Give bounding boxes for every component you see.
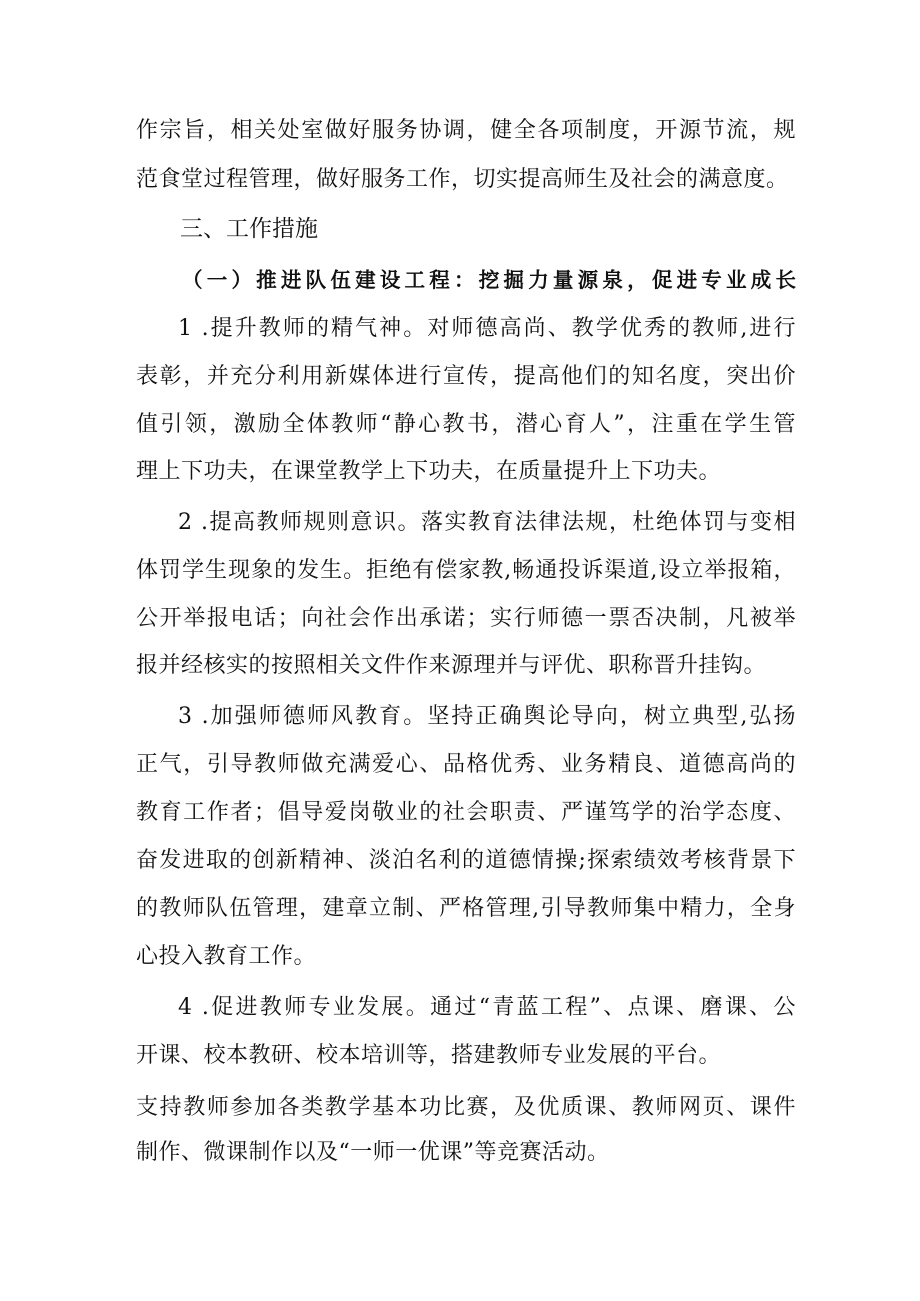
paragraph-line: 范食堂过程管理，做好服务工作，切实提高师生及社会的满意度。 (136, 167, 789, 192)
item-1-line: 表彰，并充分利用新媒体进行宣传，提高他们的知名度，突出价 (136, 364, 796, 389)
item-2-line: 公开举报电话；向社会作出承诺；实行师德一票否决制，凡被举 (136, 606, 796, 631)
paragraph-line: 作宗旨，相关处室做好服务协调，健全各项制度，开源节流，规 (136, 118, 796, 143)
item-3-line: 教育工作者；倡导爱岗敬业的社会职责、严谨笃学的治学态度、 (136, 800, 796, 825)
item-3-line: 3 .加强师德师风教育。坚持正确舆论导向，树立典型,弘扬 (178, 704, 796, 729)
item-1-line: 1 .提升教师的精气神。对师德高尚、教学优秀的教师,进行 (178, 316, 796, 341)
item-3-line: 正气，引导教师做充满爱心、品格优秀、业务精良、道德高尚的 (136, 752, 796, 777)
item-4-line: 制作、微课制作以及“一师一优课”等竞赛活动。 (136, 1140, 610, 1165)
item-1-line: 理上下功夫，在课堂教学上下功夫，在质量提升上下功夫。 (136, 459, 722, 484)
item-3-line: 的教师队伍管理，建章立制、严格管理,引导教师集中精力，全身 (136, 896, 796, 921)
subsection-heading: （一）推进队伍建设工程：挖掘力量源泉，促进专业成长 (182, 268, 796, 292)
section-heading: 三、工作措施 (180, 216, 318, 242)
item-4-line: 开课、校本教研、校本培训等，搭建教师专业发展的平台。 (136, 1043, 722, 1068)
item-3-line: 奋发进取的创新精神、淡泊名利的道德情操;探索绩效考核背景下 (136, 848, 796, 873)
item-3-line: 心投入教育工作。 (136, 944, 317, 969)
item-2-line: 体罚学生现象的发生。拒绝有偿家教,畅通投诉渠道,设立举报箱， (136, 558, 796, 583)
item-4-line: 支持教师参加各类教学基本功比赛，及优质课、教师网页、课件 (136, 1095, 796, 1120)
item-2-line: 报并经核实的按照相关文件作来源理并与评优、职称晋升挂钩。 (136, 653, 767, 678)
item-4-line: 4 .促进教师专业发展。通过“青蓝工程”、点课、磨课、公 (178, 995, 796, 1020)
item-1-line: 值引领，激励全体教师“静心教书，潜心育人”，注重在学生管 (136, 412, 796, 437)
item-2-line: 2 .提高教师规则意识。落实教育法律法规，杜绝体罚与变相 (178, 510, 796, 535)
